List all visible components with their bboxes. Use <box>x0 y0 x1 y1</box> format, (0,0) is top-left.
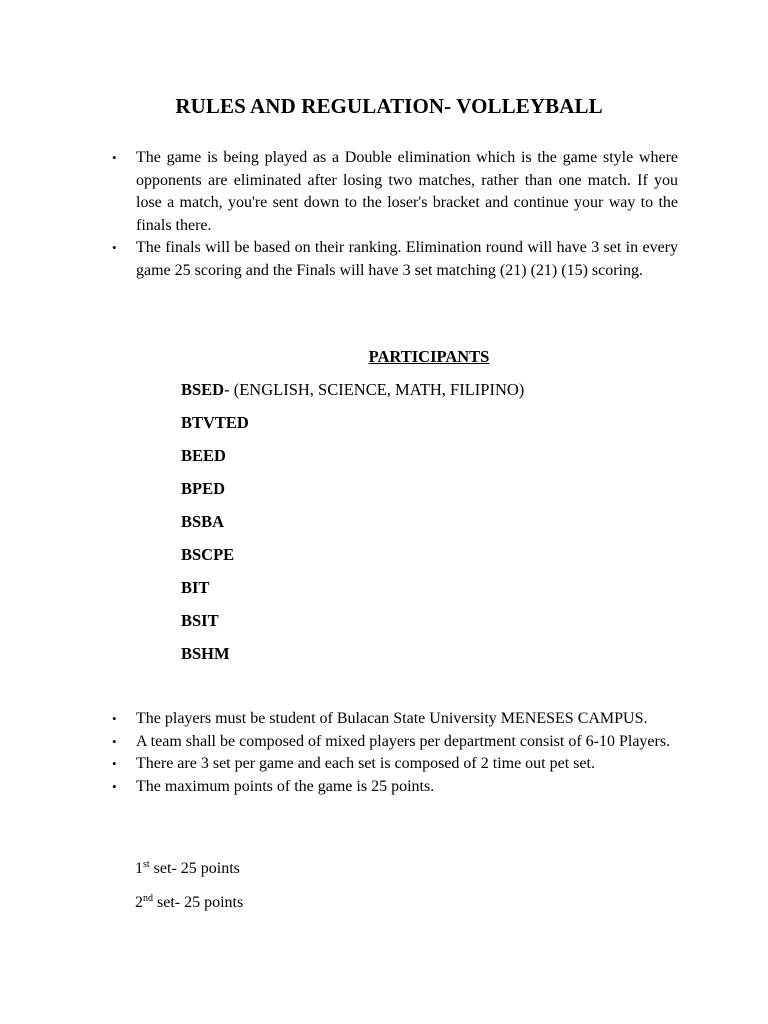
rule-text: The game is being played as a Double elimination which is the game style where opponents are eliminated after losing two matches, rather than one match. If you lose a match, you're sent down to the loser's bracket and continue your way to the finals there. <box>136 149 678 234</box>
rule-item <box>108 147 678 237</box>
bullet-icon: • <box>112 756 117 771</box>
rule-text: The maximum points of the game is 25 points. <box>136 777 435 795</box>
participant-item <box>181 542 524 575</box>
rule-text: The players must be student of Bulacan State University MENESES CAMPUS. <box>136 710 648 727</box>
set-points-line <box>135 890 243 924</box>
participant-code: BIT <box>181 578 210 597</box>
rule-text: A team shall be composed of mixed players per department consist of 6-10 Players. <box>136 732 671 750</box>
participant-item <box>181 575 524 608</box>
rules-list-top <box>108 147 678 282</box>
set-ordinal-suffix: nd <box>143 893 153 904</box>
page-title: RULES AND REGULATION- VOLLEYBALL <box>175 94 603 118</box>
participant-detail: - (ENGLISH, SCIENCE, MATH, FILIPINO) <box>224 380 525 399</box>
bullet-icon: • <box>112 733 117 749</box>
set-points-list <box>135 856 243 924</box>
rule-item <box>108 731 678 754</box>
bullet-icon: • <box>112 150 117 165</box>
participant-item <box>181 509 524 542</box>
participant-code: BPED <box>181 479 226 498</box>
rule-item <box>108 753 678 776</box>
participant-code: BSED <box>181 380 225 399</box>
set-points-text: set- 25 points <box>149 860 240 877</box>
participant-item <box>181 608 524 641</box>
participant-item <box>181 410 524 443</box>
participants-heading: PARTICIPANTS <box>368 347 490 366</box>
rule-text: There are 3 set per game and each set is composed of 2 time out pet set. <box>136 755 595 772</box>
set-number: 1 <box>135 860 143 877</box>
bullet-icon: • <box>112 240 117 255</box>
participant-code: BEED <box>181 446 226 465</box>
participant-item <box>181 476 524 509</box>
rule-item <box>108 708 678 731</box>
rule-item <box>108 237 678 282</box>
set-number: 2 <box>135 894 143 911</box>
rules-list-bottom <box>108 708 678 798</box>
bullet-icon: • <box>112 778 117 794</box>
participant-code: BSIT <box>181 611 219 630</box>
participant-code: BSCPE <box>181 545 235 564</box>
set-points-line <box>135 856 243 890</box>
set-points-text: set- 25 points <box>153 894 244 911</box>
rule-text: The finals will be based on their ranking. Elimination round will have 3 set in every game 25 scoring and the Finals will have 3 set matching (21) (21) (15) scoring. <box>136 239 678 279</box>
rule-item <box>108 776 678 799</box>
participant-code: BTVTED <box>181 413 249 432</box>
participants-list <box>181 377 524 674</box>
bullet-icon: • <box>112 711 117 726</box>
participant-item <box>181 443 524 476</box>
participant-item <box>181 641 524 674</box>
participant-code: BSHM <box>181 644 230 663</box>
set-ordinal-suffix: st <box>143 859 150 870</box>
participant-item <box>181 377 524 410</box>
participant-code: BSBA <box>181 512 225 531</box>
